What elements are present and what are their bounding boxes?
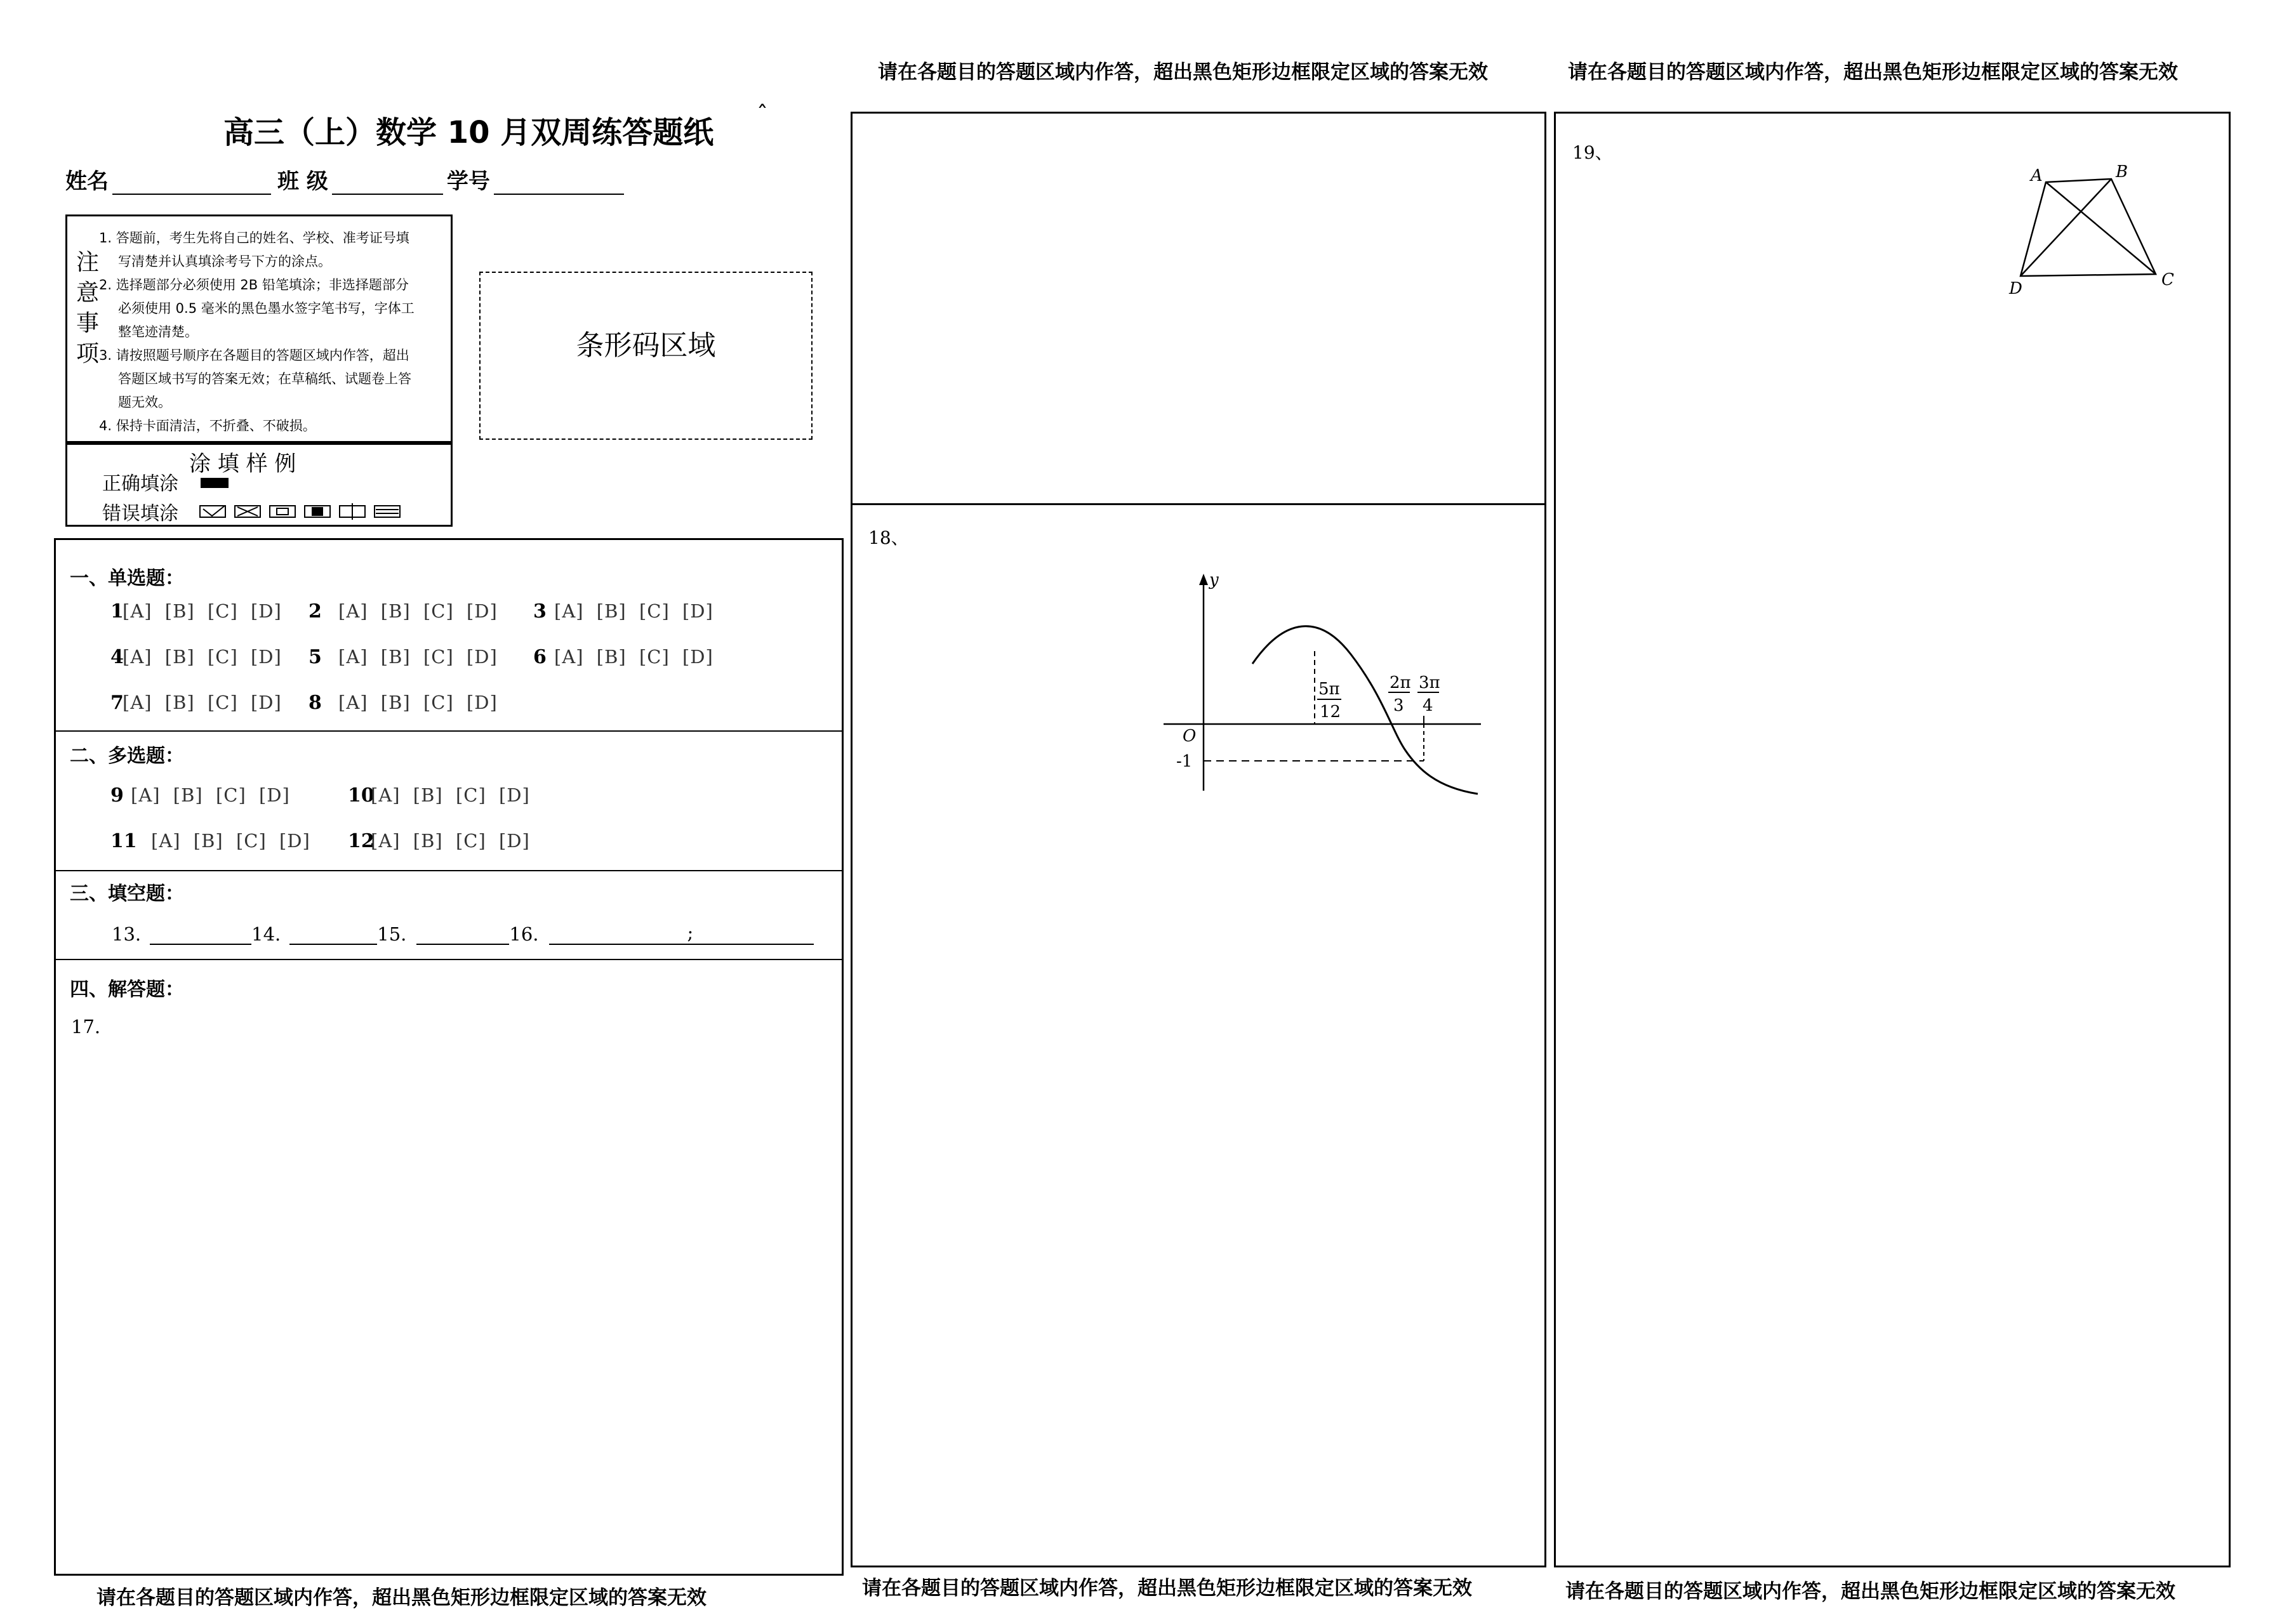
q12-options[interactable]: [A] [B] [C] [D] xyxy=(371,830,530,852)
q16-separator: ; xyxy=(687,922,694,944)
q16-blank-1[interactable] xyxy=(549,927,687,945)
q15-number: 15. xyxy=(377,923,407,945)
q3-options[interactable]: [A] [B] [C] [D] xyxy=(554,600,713,622)
divider-3 xyxy=(56,959,842,960)
notice-item-3: 2. 选择题部分必须使用 2B 铅笔填涂；非选择题部分 xyxy=(99,277,409,293)
notice-item-2: 写清楚并认真填涂考号下方的涂点。 xyxy=(118,254,331,269)
q7-number: 7 xyxy=(110,692,124,714)
tick-3pi4-den: 4 xyxy=(1423,696,1433,715)
notice-box xyxy=(65,214,453,443)
q14-number: 14. xyxy=(251,923,281,945)
diagonal-ac xyxy=(2046,182,2156,274)
q12-number: 12 xyxy=(348,830,375,852)
page-title: 高三（上）数学 10 月双周练答题纸 xyxy=(223,115,714,150)
q18-graph xyxy=(1157,569,1487,797)
student-no-label: 学号 xyxy=(446,169,490,194)
q19-label: 19、 xyxy=(1572,142,1613,163)
q5-number: 5 xyxy=(309,646,322,668)
q19-answer-box xyxy=(1554,112,2231,1567)
fill-wrong-marks xyxy=(199,503,409,520)
bottom-warning-right: 请在各题目的答题区域内作答，超出黑色矩形边框限定区域的答案无效 xyxy=(1565,1580,2175,1603)
fill-example-box xyxy=(65,443,453,527)
q3-number: 3 xyxy=(533,600,547,623)
q13-blank[interactable] xyxy=(150,927,251,945)
notice-char-2: 意 xyxy=(76,280,100,306)
sine-curve xyxy=(1252,626,1478,794)
class-label: 班 级 xyxy=(277,169,328,194)
notice-char-3: 事 xyxy=(76,310,100,336)
student-no-field[interactable] xyxy=(494,175,624,195)
origin-label: O xyxy=(1183,727,1197,746)
wrong-mark-half xyxy=(270,506,295,517)
q1-options[interactable]: [A] [B] [C] [D] xyxy=(123,600,282,622)
notice-item-6: 3. 请按照题号顺序在各题目的答题区域内作答，超出 xyxy=(99,348,409,363)
barcode-area xyxy=(479,272,813,440)
q10-options[interactable]: [A] [B] [C] [D] xyxy=(371,784,530,806)
q6-options[interactable]: [A] [B] [C] [D] xyxy=(554,646,713,668)
y-label: y xyxy=(1209,570,1219,590)
q8-options[interactable]: [A] [B] [C] [D] xyxy=(338,692,498,713)
q18-label: 18、 xyxy=(868,527,909,548)
notice-item-9: 4. 保持卡面清洁，不折叠、不破损。 xyxy=(99,418,316,433)
vertex-a: A xyxy=(2031,166,2043,185)
fill-correct-mark xyxy=(201,478,229,488)
notice-char-1: 注 xyxy=(76,249,100,275)
q9-number: 9 xyxy=(110,784,124,807)
top-warning-middle: 请在各题目的答题区域内作答，超出黑色矩形边框限定区域的答案无效 xyxy=(878,61,1488,84)
notice-char-4: 项 xyxy=(76,341,100,367)
q4-number: 4 xyxy=(110,646,124,668)
class-field[interactable] xyxy=(332,175,443,195)
divider-2 xyxy=(56,870,842,871)
vertex-d: D xyxy=(2009,279,2022,298)
q16-blank-2[interactable] xyxy=(693,927,814,945)
q10-number: 10 xyxy=(348,784,375,807)
caret-mark: ˆ xyxy=(757,102,768,128)
q9-options[interactable]: [A] [B] [C] [D] xyxy=(131,784,290,806)
middle-top-box xyxy=(851,112,1546,505)
wrong-mark-stripes xyxy=(375,506,400,517)
vertex-b: B xyxy=(2116,163,2128,181)
fill-correct-label: 正确填涂 xyxy=(102,473,178,495)
tick-3pi4-num: 3π xyxy=(1419,673,1440,692)
bottom-warning-left: 请在各题目的答题区域内作答，超出黑色矩形边框限定区域的答案无效 xyxy=(96,1586,707,1609)
section3-title: 三、填空题： xyxy=(70,883,184,905)
q18-answer-box xyxy=(851,503,1546,1567)
q1-number: 1 xyxy=(110,600,124,623)
q16-number: 16. xyxy=(509,923,539,945)
barcode-label: 条形码区域 xyxy=(576,329,716,362)
y-axis-arrow xyxy=(1199,574,1208,585)
q2-options[interactable]: [A] [B] [C] [D] xyxy=(338,600,498,622)
section4-title: 四、解答题： xyxy=(70,979,184,1001)
notice-item-1: 1. 答题前，考生先将自己的姓名、学校、准考证号填 xyxy=(99,230,409,246)
q2-number: 2 xyxy=(309,600,322,623)
q7-options[interactable]: [A] [B] [C] [D] xyxy=(123,692,282,713)
q11-number: 11 xyxy=(110,830,137,852)
q19-figure xyxy=(2007,163,2178,303)
notice-item-4: 必须使用 0.5 毫米的黑色墨水签字笔书写，字体工 xyxy=(118,301,415,316)
quadrilateral-abcd xyxy=(2021,179,2156,276)
section1-title: 一、单选题： xyxy=(70,567,184,590)
tick-2pi3-num: 2π xyxy=(1390,673,1411,692)
name-field[interactable] xyxy=(112,175,271,195)
vertex-c: C xyxy=(2161,270,2174,289)
student-info-row xyxy=(65,164,628,195)
fill-example-title: 涂 填 样 例 xyxy=(189,451,296,477)
top-warning-right: 请在各题目的答题区域内作答，超出黑色矩形边框限定区域的答案无效 xyxy=(1568,61,2178,84)
q11-options[interactable]: [A] [B] [C] [D] xyxy=(151,830,310,852)
name-label: 姓名 xyxy=(65,169,109,194)
tick-2pi3-den: 3 xyxy=(1393,696,1404,715)
left-answer-box xyxy=(54,538,844,1576)
q8-number: 8 xyxy=(309,692,322,714)
minus-one-label: -1 xyxy=(1176,752,1193,771)
notice-item-5: 整笔迹清楚。 xyxy=(118,324,198,340)
q14-blank[interactable] xyxy=(289,927,377,945)
q15-blank[interactable] xyxy=(416,927,509,945)
section2-title: 二、多选题： xyxy=(70,745,184,767)
q4-options[interactable]: [A] [B] [C] [D] xyxy=(123,646,282,668)
tick-5pi12-den: 12 xyxy=(1320,702,1341,722)
notice-item-7: 答题区域书写的答案无效；在草稿纸、试题卷上答 xyxy=(118,371,411,386)
fill-blanks-row xyxy=(112,922,814,945)
fill-wrong-label: 错误填涂 xyxy=(102,503,178,525)
q17-label: 17. xyxy=(71,1016,101,1038)
q6-number: 6 xyxy=(533,646,547,668)
bottom-warning-middle: 请在各题目的答题区域内作答，超出黑色矩形边框限定区域的答案无效 xyxy=(862,1577,1472,1600)
q13-number: 13. xyxy=(112,923,142,945)
divider-1 xyxy=(56,730,842,732)
notice-item-8: 题无效。 xyxy=(118,395,171,410)
tick-5pi12-num: 5π xyxy=(1318,680,1340,699)
q5-options[interactable]: [A] [B] [C] [D] xyxy=(338,646,498,668)
